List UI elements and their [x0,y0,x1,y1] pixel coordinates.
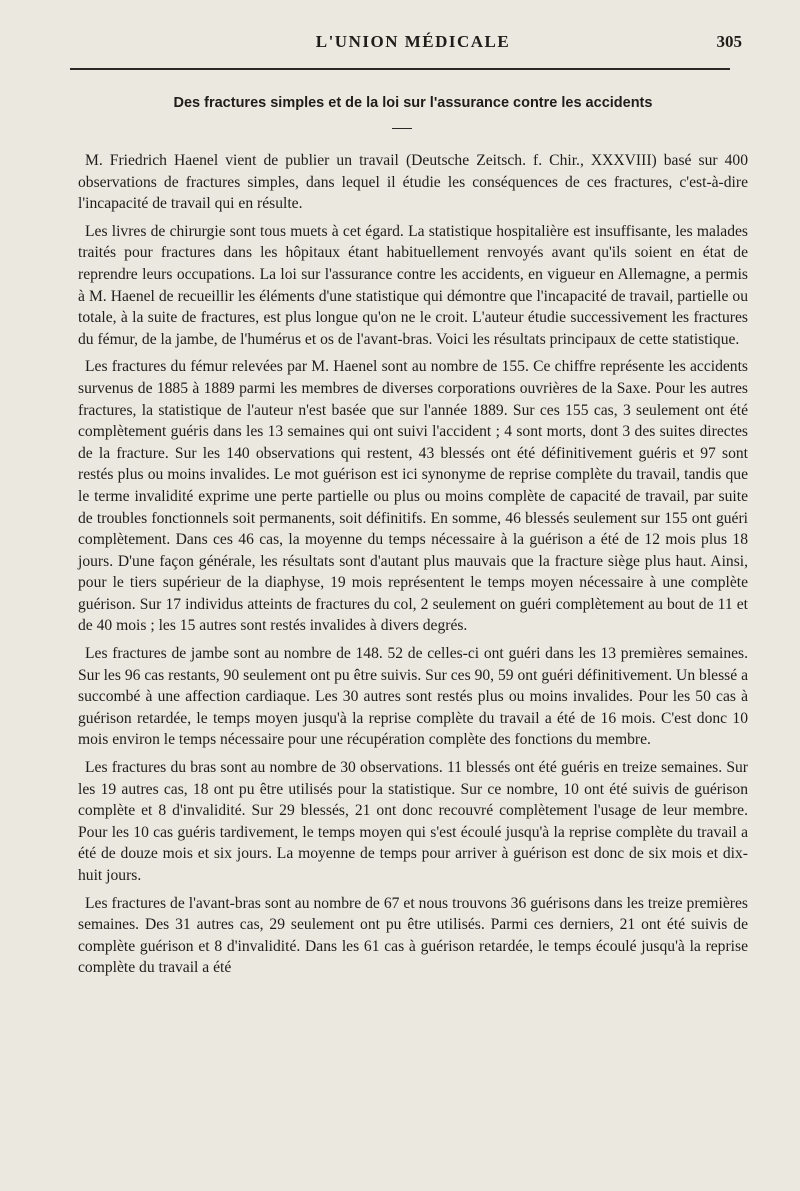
paragraph-intro: M. Friedrich Haenel vient de publier un travail (Deutsche Zeitsch. f. Chir., XXXVIII) basé sur 400 observations de fractures simples, dans lequel il étudie les conséquences de ces fractures, c'est-à-dire l'incapacité de travail qui en résulte. [78,152,748,213]
header-rule [70,68,730,70]
title-rule [392,128,412,129]
article-body [78,150,748,985]
journal-title: L'UNION MÉDICALE [315,32,511,51]
paragraph-jambe: Les fractures de jambe sont au nombre de 148. 52 de celles-ci ont guéri dans les 13 premières semaines. Sur les 96 cas restants, 90 seulement ont pu être suivis. Sur ces 90, 59 ont guéri définitivement. Un blessé a succombé à une affection cardiaque. Les 30 autres sont restés plus ou moins invalides. Pour les 50 cas à guérison retardée, le temps moyen jusqu'à la reprise complète du travail a été de 16 mois. C'est donc 10 mois environ le temps nécessaire pour une récupération complète des fonctions du membre. [78,645,748,749]
article-title: Des fractures simples et de la loi sur l'assurance contre les accidents [173,95,653,111]
paragraph-bras: Les fractures du bras sont au nombre de 30 observations. 11 blessés ont été guéris en treize semaines. Sur les 19 autres cas, 18 ont pu être utilisés pour la statistique. Sur ce nombre, 10 ont été suivis de guérison complète et 8 d'invalidité. Sur 29 blessés, 21 ont donc recouvré complètement l'usage de leur membre. Pour les 10 cas guéris tardivement, le temps moyen qui s'est écoulé jusqu'à la reprise complète du travail a été de douze mois et six jours. La moyenne de temps pour arriver à guérison est donc de six mois et dix-huit jours. [78,759,748,884]
paragraph-femur: Les fractures du fémur relevées par M. Haenel sont au nombre de 155. Ce chiffre représente les accidents survenus de 1885 à 1889 parmi les membres de diverses corporations ouvrières de la Saxe. Pour les autres fractures, la statistique de l'auteur n'est basée que sur l'année 1889. Sur ces 155 cas, 3 seulement ont été complètement guéris dans les 13 semaines qui ont suivi l'accident ; 4 sont morts, dont 3 des suites directes de la fracture. Sur les 140 observations qui restent, 43 blessés ont été définitivement guéris et 97 sont restés plus ou moins invalides. Le mot guérison est ici synonyme de reprise complète du travail, tandis que le terme invalidité exprime une perte partielle ou plus ou moins complète de capacité de travail, par suite de troubles fonctionnels soit permanents, soit définitifs. En somme, 46 blessés seulement sur 155 ont guéri complètement. Dans ces 46 cas, la moyenne du temps nécessaire à la guérison a été de 12 mois plus 18 jours. D'une façon générale, les résultats sont d'autant plus mauvais que la fracture siège plus haut. Ainsi, pour le tiers supérieur de la diaphyse, 19 mois représentent le temps moyen nécessaire à une complète guérison. Sur 17 individus atteints de fractures du col, 2 seulement on guéri complètement au bout de 11 et de 40 mois ; les 15 autres sont restés invalides à divers degrés. [78,358,748,635]
page-number: 305 [716,32,742,51]
running-head [78,32,748,58]
paragraph-context: Les livres de chirurgie sont tous muets à cet égard. La statistique hospitalière est insuffisante, les malades traités pour fractures dans les hôpitaux étant habituellement renvoyés avant qu'ils soient en état de reprendre leurs occupations. La loi sur l'assurance contre les accidents, en vigueur en Allemagne, a permis à M. Haenel de recueillir les éléments d'une statistique qui démontre que l'incapacité de travail, partielle ou totale, à la suite de fractures, est plus longue qu'on ne le croit. L'auteur étudie successivement les fractures du fémur, de la jambe, de l'humérus et os de l'avant-bras. Voici les résultats principaux de cette statistique. [78,222,748,348]
paragraph-avant-bras: Les fractures de l'avant-bras sont au nombre de 67 et nous trouvons 36 guérisons dans les treize premières semaines. Des 31 autres cas, 29 seulement ont pu être utilisés. Parmi ces derniers, 21 ont été suivis de complète guérison et 8 d'invalidité. Dans les 61 cas à guérison retardée, le temps écoulé jusqu'à la reprise complète du travail a été [78,894,748,977]
